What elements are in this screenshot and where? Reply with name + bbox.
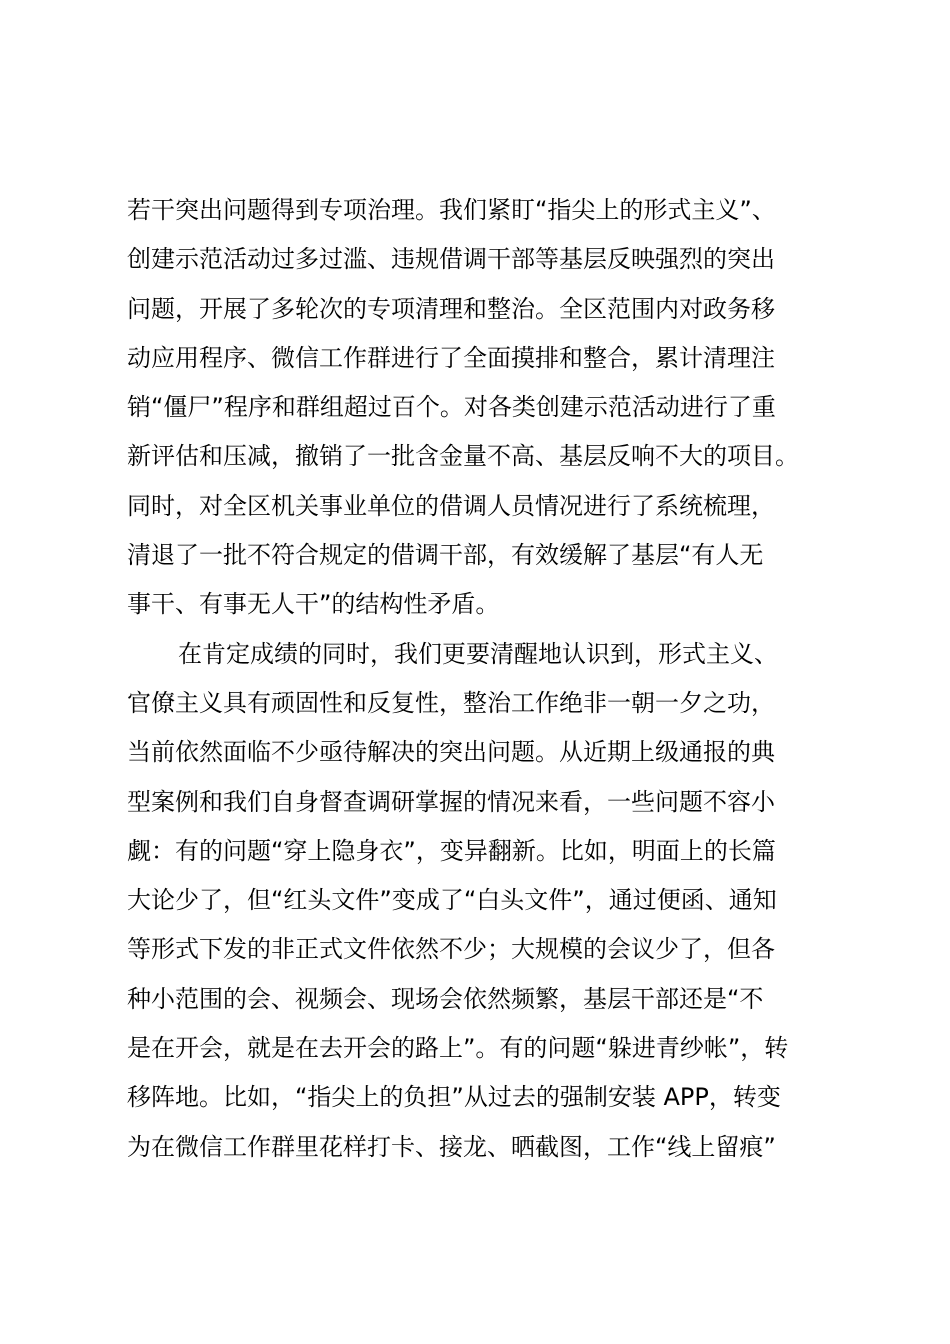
- text-line: 创建示范活动过多过滥、违规借调干部等基层反映强烈的突出: [127, 245, 775, 274]
- text-line: 销“僵尸”程序和群组超过百个。对各类创建示范活动进行了重: [127, 393, 776, 422]
- text-line: 新评估和压减，撤销了一批含金量不高、基层反响不大的项目。: [127, 442, 799, 471]
- text-line: 当前依然面临不少亟待解决的突出问题。从近期上级通报的典: [127, 738, 775, 767]
- text-line: 动应用程序、微信工作群进行了全面摸排和整合，累计清理注: [127, 343, 775, 372]
- text-line: 是在开会，就是在去开会的路上”。有的问题“躲进青纱帐”，转: [127, 1034, 789, 1063]
- text-line: 问题，开展了多轮次的专项清理和整治。全区范围内对政务移: [127, 294, 775, 323]
- text-line: 同时，对全区机关事业单位的借调人员情况进行了系统梳理，: [127, 491, 775, 520]
- text-line: 事干、有事无人干”的结构性矛盾。: [127, 590, 500, 619]
- text-line: 等形式下发的非正式文件依然不少；大规模的会议少了，但各: [127, 935, 775, 964]
- text-line: 觑：有的问题“穿上隐身衣”，变异翻新。比如，明面上的长篇: [127, 836, 776, 865]
- text-line: 种小范围的会、视频会、现场会依然频繁，基层干部还是“不: [127, 984, 764, 1013]
- text-line: 型案例和我们自身督查调研掌握的情况来看，一些问题不容小: [127, 787, 775, 816]
- text-line: 为在微信工作群里花样打卡、接龙、晒截图，工作“线上留痕”: [127, 1132, 776, 1161]
- text-line: 若干突出问题得到专项治理。我们紧盯“指尖上的形式主义”、: [127, 196, 776, 224]
- text-line: 官僚主义具有顽固性和反复性，整治工作绝非一朝一夕之功，: [127, 688, 775, 717]
- text-line: 清退了一批不符合规定的借调干部，有效缓解了基层“有人无: [127, 541, 764, 570]
- text-line: 大论少了，但“红头文件”变成了“白头文件”，通过便函、通知: [127, 886, 777, 915]
- paragraph-start-line: 在肯定成绩的同时，我们更要清醒地认识到，形式主义、: [178, 639, 778, 668]
- body-text: [127, 186, 847, 1172]
- text-line: 移阵地。比如，“指尖上的负担”从过去的强制安装 APP，转变: [127, 1083, 781, 1112]
